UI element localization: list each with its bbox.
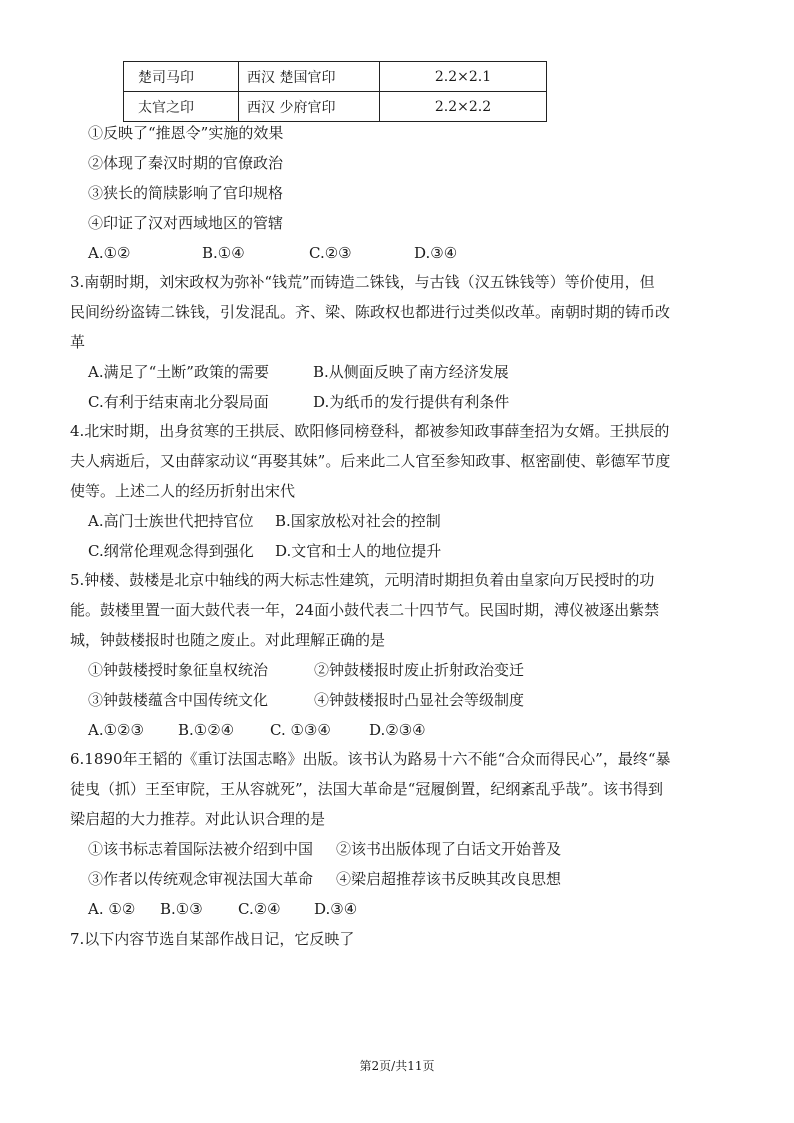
q3-option-c[interactable]: C.有利于结束南北分裂局面 bbox=[88, 393, 269, 411]
table-cell: 楚司马印 bbox=[124, 62, 239, 92]
q6-items-row-1 bbox=[88, 839, 561, 859]
q5-items-row-1 bbox=[88, 660, 524, 680]
q5-item-3: ③钟鼓楼蕴含中国传统文化 bbox=[88, 691, 269, 709]
q4-stem-line-3: 使等。上述二人的经历折射出宋代 bbox=[70, 482, 296, 500]
table-cell: 西汉 楚国官印 bbox=[239, 62, 380, 92]
table-row bbox=[124, 92, 547, 122]
q2-item-2: ②体现了秦汉时期的官僚政治 bbox=[88, 154, 284, 172]
q4-stem-line-1: 4.北宋时期，出身贫寒的王拱辰、欧阳修同榜登科，都被参知政事薛奎招为女婿。王拱辰的 bbox=[70, 422, 670, 440]
q5-item-1: ①钟鼓楼授时象征皇权统治 bbox=[88, 661, 269, 679]
q5-item-2: ②钟鼓楼报时废止折射政治变迁 bbox=[314, 661, 525, 679]
q6-stem-line-1: 6.1890年王韬的《重订法国志略》出版。该书认为路易十六不能“合众而得民心”，最终“暴 bbox=[70, 750, 671, 768]
q5-stem-line-1: 5.钟楼、鼓楼是北京中轴线的两大标志性建筑，元明清时期担负着由皇家向万民授时的功 bbox=[70, 571, 655, 589]
q6-stem-line-2: 徒曳（抓）王至审院，王从容就死”，法国大革命是“冠履倒置，纪纲紊乱乎哉”。该书得到 bbox=[70, 780, 664, 798]
q3-options-row-1 bbox=[88, 362, 509, 382]
q4-option-b[interactable]: B.国家放松对社会的控制 bbox=[275, 512, 441, 530]
q5-option-d[interactable]: D.②③④ bbox=[369, 721, 426, 739]
page-footer: 第2页/共11页 bbox=[359, 1059, 435, 1073]
q5-option-c[interactable]: C. ①③④ bbox=[270, 721, 331, 739]
q5-items-row-2 bbox=[88, 690, 524, 710]
q4-options-row-1 bbox=[88, 511, 441, 531]
q3-stem-line-3: 革 bbox=[70, 333, 86, 351]
q5-stem-line-2: 能。鼓楼里置一面大鼓代表一年，24面小鼓代表二十四节气。民国时期，溥仪被逐出紫禁 bbox=[70, 601, 660, 619]
q2-item-1: ①反映了“推恩令”实施的效果 bbox=[88, 124, 284, 142]
q3-stem-line-1: 3.南朝时期，刘宋政权为弥补“钱荒”而铸造二铢钱，与古钱（汉五铢钱等）等价使用，但 bbox=[70, 273, 655, 291]
table-cell: 太官之印 bbox=[124, 92, 239, 122]
q3-option-a[interactable]: A.满足了“土断”政策的需要 bbox=[88, 363, 269, 381]
q7-stem-line-1: 7.以下内容节选自某部作战日记，它反映了 bbox=[70, 930, 355, 948]
q6-options bbox=[88, 899, 357, 919]
q2-item-4: ④印证了汉对西域地区的管辖 bbox=[88, 214, 284, 232]
q6-item-4: ④梁启超推荐该书反映其改良思想 bbox=[336, 870, 562, 888]
q4-options-row-2 bbox=[88, 541, 441, 561]
q3-options-row-2 bbox=[88, 392, 509, 412]
q6-item-3: ③作者以传统观念审视法国大革命 bbox=[88, 870, 314, 888]
q3-option-b[interactable]: B.从侧面反映了南方经济发展 bbox=[313, 363, 509, 381]
q6-item-1: ①该书标志着国际法被介绍到中国 bbox=[88, 840, 314, 858]
table-cell: 西汉 少府官印 bbox=[239, 92, 380, 122]
q5-option-a[interactable]: A.①②③ bbox=[88, 721, 144, 739]
q5-option-b[interactable]: B.①②④ bbox=[178, 721, 235, 739]
q6-stem-line-3: 梁启超的大力推荐。对此认识合理的是 bbox=[70, 810, 326, 828]
q5-options bbox=[88, 720, 426, 740]
q6-option-b[interactable]: B.①③ bbox=[160, 900, 203, 918]
q5-stem-line-3: 城，钟鼓楼报时也随之废止。对此理解正确的是 bbox=[70, 631, 386, 649]
q6-option-a[interactable]: A. ①② bbox=[88, 900, 136, 918]
table-row bbox=[124, 62, 547, 92]
q4-stem-line-2: 夫人病逝后，又由薛家动议“再娶其妹”。后来此二人官至参知政事、枢密副使、彰德军节度 bbox=[70, 452, 671, 470]
table-cell: 2.2×2.2 bbox=[380, 92, 547, 122]
q5-item-4: ④钟鼓楼报时凸显社会等级制度 bbox=[314, 691, 525, 709]
q6-item-2: ②该书出版体现了白话文开始普及 bbox=[336, 840, 562, 858]
q2-item-3: ③狭长的简牍影响了官印规格 bbox=[88, 184, 284, 202]
q3-option-d[interactable]: D.为纸币的发行提供有利条件 bbox=[313, 393, 510, 411]
seal-table bbox=[123, 61, 547, 122]
q2-option-c[interactable]: C.②③ bbox=[309, 244, 352, 262]
table-cell: 2.2×2.1 bbox=[380, 62, 547, 92]
q2-options bbox=[88, 243, 457, 263]
q2-option-d[interactable]: D.③④ bbox=[414, 244, 458, 262]
q6-items-row-2 bbox=[88, 869, 561, 889]
q2-option-a[interactable]: A.①② bbox=[88, 244, 131, 262]
q2-option-b[interactable]: B.①④ bbox=[202, 244, 245, 262]
q6-option-d[interactable]: D.③④ bbox=[314, 900, 358, 918]
q4-option-d[interactable]: D.文官和士人的地位提升 bbox=[275, 542, 442, 560]
q4-option-c[interactable]: C.纲常伦理观念得到强化 bbox=[88, 542, 254, 560]
q3-stem-line-2: 民间纷纷盗铸二铢钱，引发混乱。齐、梁、陈政权也都进行过类似改革。南朝时期的铸币改 bbox=[70, 303, 671, 321]
q6-option-c[interactable]: C.②④ bbox=[238, 900, 281, 918]
q4-option-a[interactable]: A.高门士族世代把持官位 bbox=[88, 512, 254, 530]
